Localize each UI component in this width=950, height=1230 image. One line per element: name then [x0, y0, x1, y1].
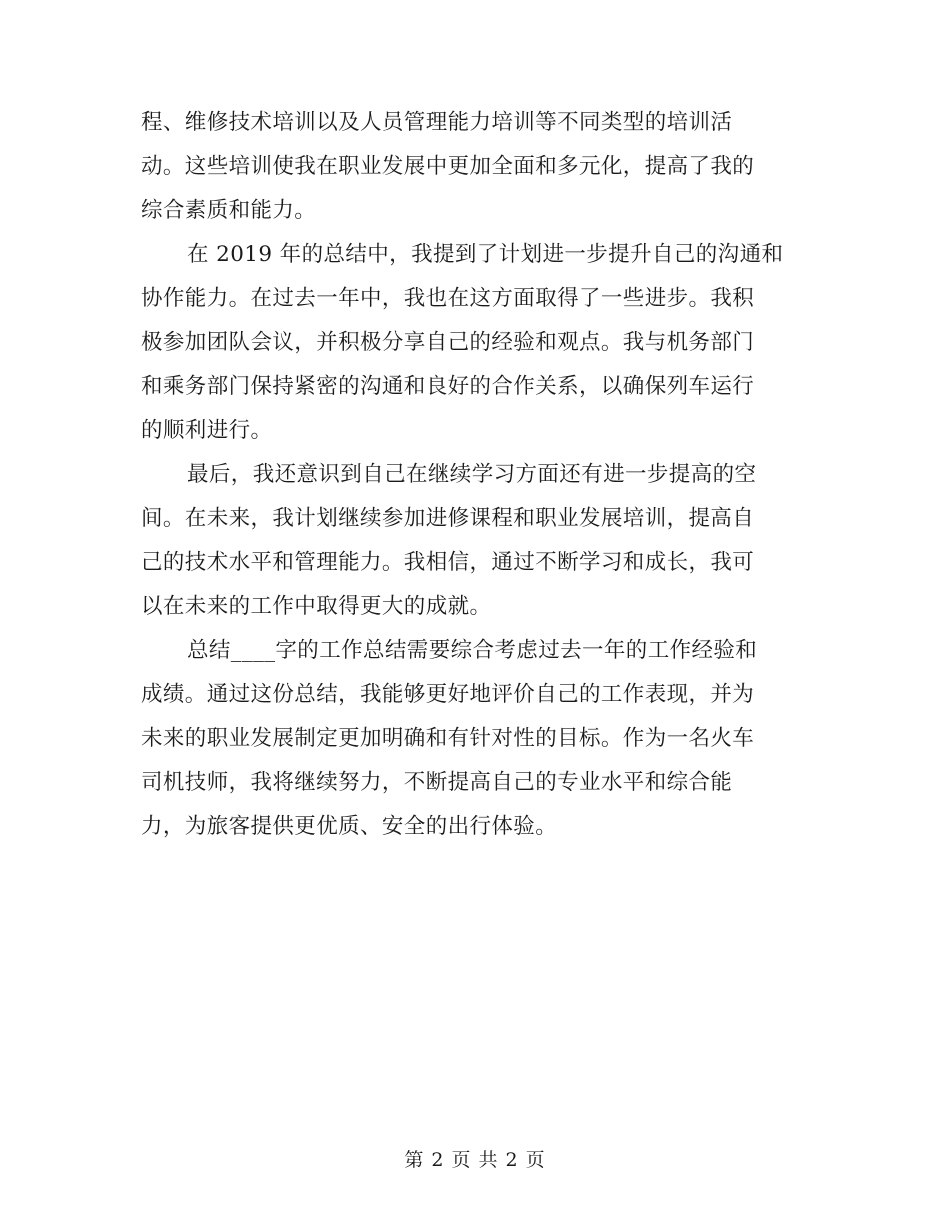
- paragraph-learning: [141, 453, 811, 629]
- text-line: 极参加团队会议，并积极分享自己的经验和观点。我与机务部门: [141, 330, 755, 355]
- text-line: 己的技术水平和管理能力。我相信，通过不断学习和成长，我可: [141, 550, 755, 575]
- text-line: 司机技师，我将继续努力，不断提高自己的专业水平和综合能: [141, 770, 733, 795]
- text-line: 程、维修技术培训以及人员管理能力培训等不同类型的培训活: [141, 110, 733, 135]
- text-line: 动。这些培训使我在职业发展中更加全面和多元化，提高了我的: [141, 154, 755, 179]
- text-line: 的顺利进行。: [141, 418, 273, 443]
- page-number-footer: 第 2 页 共 2 页: [404, 1149, 546, 1171]
- text-line: 力，为旅客提供更优质、安全的出行体验。: [141, 814, 558, 839]
- paragraph-conclusion: [141, 629, 811, 849]
- text-line: 间。在未来，我计划继续参加进修课程和职业发展培训，提高自: [141, 506, 755, 531]
- text-line: 成绩。通过这份总结，我能够更好地评价自己的工作表现，并为: [141, 682, 755, 707]
- text-line: 在 2019 年的总结中，我提到了计划进一步提升自己的沟通和: [187, 242, 784, 267]
- text-line: 未来的职业发展制定更加明确和有针对性的目标。作为一名火车: [141, 726, 755, 751]
- text-line: 以在未来的工作中取得更大的成就。: [141, 594, 492, 619]
- text-line: 总结____字的工作总结需要综合考虑过去一年的工作经验和: [187, 638, 758, 663]
- paragraph-communication: [141, 233, 811, 453]
- text-line: 协作能力。在过去一年中，我也在这方面取得了一些进步。我积: [141, 286, 755, 311]
- paragraph-training-continued: [141, 101, 811, 233]
- document-body: [141, 101, 811, 849]
- text-line: 和乘务部门保持紧密的沟通和良好的合作关系，以确保列车运行: [141, 374, 755, 399]
- text-line: 最后，我还意识到自己在继续学习方面还有进一步提高的空: [187, 462, 757, 487]
- text-line: 综合素质和能力。: [141, 198, 317, 223]
